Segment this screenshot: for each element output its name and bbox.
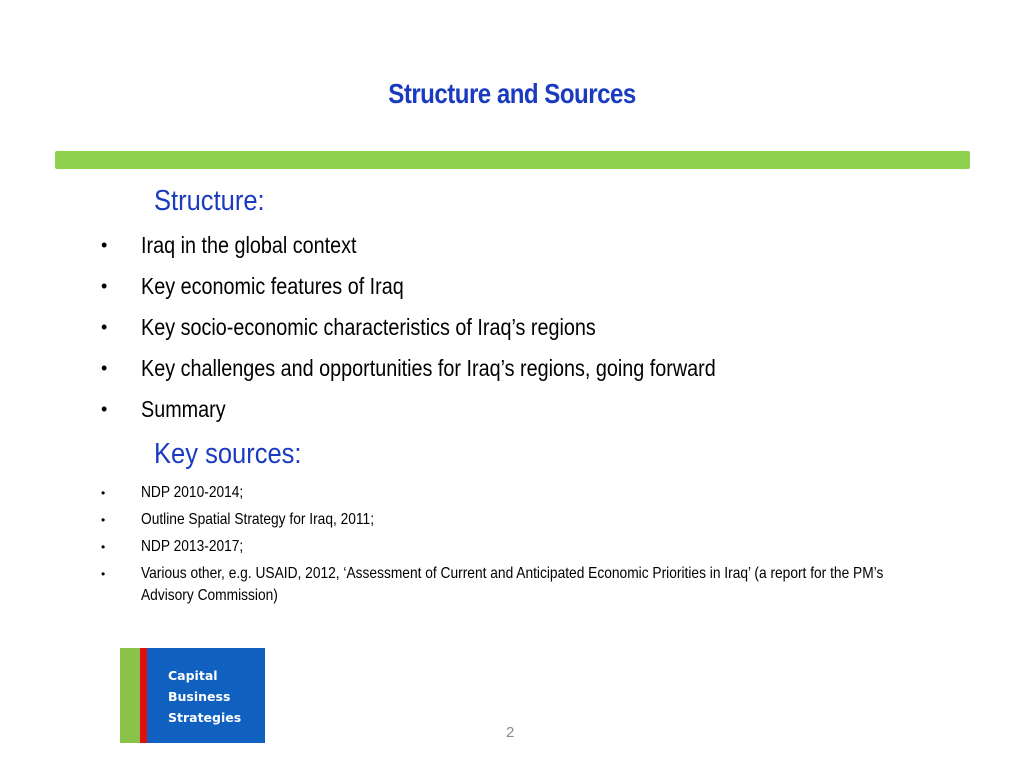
logo-line: Capital [168,668,218,683]
list-item-text: Summary [141,396,226,422]
list-item-text: Outline Spatial Strategy for Iraq, 2011; [141,511,375,528]
accent-divider-bar [55,151,970,169]
list-item-text: Key socio-economic characteristics of Iraq’s regions [141,314,596,340]
list-item-text: Iraq in the global context [141,232,357,258]
logo-green-stripe [120,648,140,743]
list-item-text: NDP 2013-2017; [141,538,244,555]
logo-text [168,665,241,728]
bullet-icon: • [101,567,106,581]
list-item-text: Key economic features of Iraq [141,273,404,299]
logo-line: Business [168,689,231,704]
bullet-icon: • [101,486,106,500]
slide-title: Structure and Sources [388,78,636,109]
page-number: 2 [506,724,515,741]
bullet-icon: • [101,540,106,554]
list-item-text: Key challenges and opportunities for Iraq’s regions, going forward [141,355,716,381]
bullet-icon: • [101,358,108,378]
bullet-icon: • [101,317,108,337]
company-logo [120,648,265,743]
bullet-icon: • [101,235,108,255]
list-item-text: Various other, e.g. USAID, 2012, ‘Assessment of Current and Anticipated Economic Priorities in Iraq’ (a report for the PM’s Advisory Commission) [141,565,884,604]
sources-heading: Key sources: [154,438,302,470]
logo-line: Strategies [168,710,242,725]
bullet-icon: • [101,276,108,296]
structure-heading: Structure: [154,185,265,217]
bullet-icon: • [101,513,106,527]
logo-red-stripe [140,648,147,743]
list-item-text: NDP 2010-2014; [141,484,244,501]
bullet-icon: • [101,399,108,419]
